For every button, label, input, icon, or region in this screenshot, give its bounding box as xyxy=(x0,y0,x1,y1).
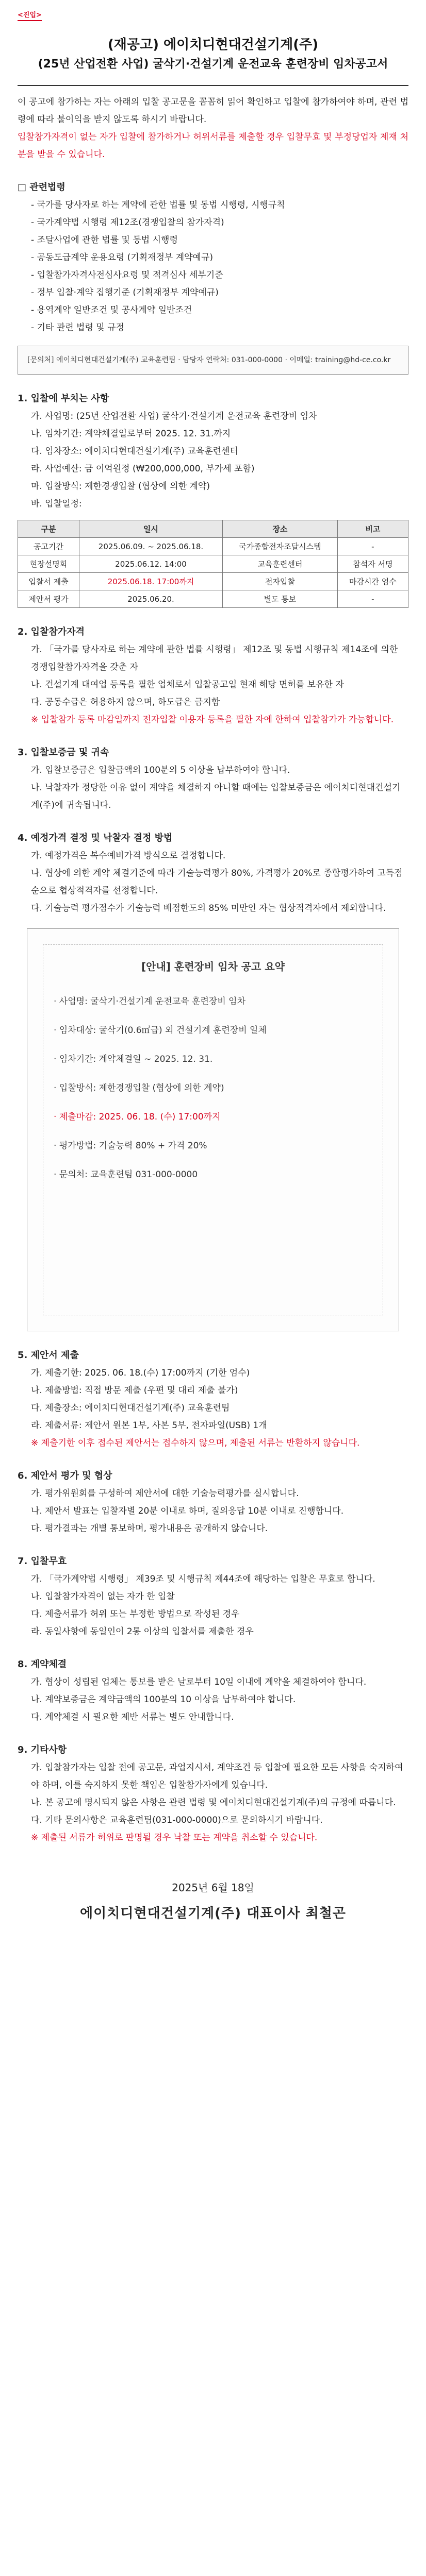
poster-title: [안내] 훈련장비 임차 공고 요약 xyxy=(141,960,285,973)
s7-item: 다. 제출서류가 허위 또는 부정한 방법으로 작성된 경우 xyxy=(31,1609,240,1619)
s5-item: 라. 제출서류: 제안서 원본 1부, 사본 5부, 전자파일(USB) 1개 xyxy=(31,1420,267,1431)
table-cell: 2025.06.18. 17:00까지 xyxy=(79,573,222,590)
table-row xyxy=(18,555,408,573)
poster-line: · 입찰방식: 제한경쟁입찰 (협상에 의한 계약) xyxy=(54,1083,224,1093)
s2-item: 나. 건설기계 대여업 등록을 필한 업체로서 입찰공고일 현재 해당 면허를 보유한 자 xyxy=(31,680,344,690)
footer xyxy=(18,1877,408,1929)
s2-warning: ※ 입찰참가 등록 마감일까지 전자입찰 이용자 등록을 필한 자에 한하여 입찰참가가 가능합니다. xyxy=(31,715,394,725)
law-item: - 입찰참가자격사전심사요령 및 적격심사 세부기준 xyxy=(31,270,223,280)
table-header: 구분 xyxy=(18,520,79,538)
poster-line: · 임차기간: 계약체결일 ~ 2025. 12. 31. xyxy=(54,1054,213,1064)
s1-item: 마. 입찰방식: 제한경쟁입찰 (협상에 의한 계약) xyxy=(31,481,210,492)
poster-line: · 제출마감: 2025. 06. 18. (수) 17:00까지 xyxy=(54,1112,221,1122)
table-cell: 마감시간 엄수 xyxy=(337,573,408,590)
s1-item: 가. 사업명: (25년 산업전환 사업) 굴삭기·건설기계 운전교육 훈련장비 임차 xyxy=(31,411,317,421)
s5-warning: ※ 제출기한 이후 접수된 제안서는 접수하지 않으며, 제출된 서류는 반환하지 않습니다. xyxy=(31,1438,360,1448)
s3-item: 나. 낙찰자가 정당한 이유 없이 계약을 체결하지 아니할 때에는 입찰보증금은 에이치디현대건설기계(주)에 귀속됩니다. xyxy=(31,783,401,810)
law-item: - 정부 입찰·계약 집행기준 (기획재정부 계약예규) xyxy=(31,287,219,298)
table-cell: - xyxy=(337,590,408,608)
poster-content xyxy=(43,944,383,1315)
s9-warning: ※ 제출된 서류가 허위로 판명될 경우 낙찰 또는 계약을 취소할 수 있습니다. xyxy=(31,1833,318,1843)
s8-item: 나. 계약보증금은 계약금액의 100분의 10 이상을 납부하여야 합니다. xyxy=(31,1694,296,1705)
poster-line: · 문의처: 교육훈련팀 031-000-0000 xyxy=(54,1170,198,1180)
s8-item: 가. 협상이 성립된 업체는 통보를 받은 날로부터 10일 이내에 계약을 체결하여야 합니다. xyxy=(31,1677,367,1687)
notice-tag: <진입> xyxy=(18,9,408,21)
s6-item: 다. 평가결과는 개별 통보하며, 평가내용은 공개하지 않습니다. xyxy=(31,1523,268,1534)
table-cell: - xyxy=(337,538,408,555)
section-6-heading: 6. 제안서 평가 및 협상 xyxy=(18,1470,112,1481)
s4-item: 나. 협상에 의한 계약 체결기준에 따라 기술능력평가 80%, 가격평가 20%로 종합평가하여 고득점 순으로 협상적격자를 선정합니다. xyxy=(31,868,403,896)
table-row xyxy=(18,590,408,608)
law-item: - 국가계약법 시행령 제12조(경쟁입찰의 참가자격) xyxy=(31,217,224,228)
section-9-heading: 9. 기타사항 xyxy=(18,1744,67,1755)
s7-item: 라. 동일사항에 동일인이 2통 이상의 입찰서를 제출한 경우 xyxy=(31,1626,254,1637)
s9-item: 다. 기타 문의사항은 교육훈련팀(031-000-0000)으로 문의하시기 바랍니다. xyxy=(31,1815,323,1825)
table-cell: 별도 통보 xyxy=(223,590,338,608)
table-cell: 교육훈련센터 xyxy=(223,555,338,573)
table-row xyxy=(18,538,408,555)
schedule-table xyxy=(18,520,408,608)
s1-item: 바. 입찰일정: xyxy=(31,499,82,509)
intro-warning: 입찰참가자격이 없는 자가 입찰에 참가하거나 허위서류를 제출할 경우 입찰무효 및 부정당업자 제재 처분을 받을 수 있습니다. xyxy=(18,132,408,160)
laws-list xyxy=(18,196,408,336)
s4-item: 다. 기술능력 평가점수가 기술능력 배점한도의 85% 미만인 자는 협상적격자에서 제외합니다. xyxy=(31,903,386,913)
intro-text: 이 공고에 참가하는 자는 아래의 입찰 공고문을 꼼꼼히 읽어 확인하고 입찰에 참가하여야 하며, 관련 법령에 따라 불이익을 받지 않도록 하시기 바랍니다. xyxy=(18,97,408,125)
section-4-heading: 4. 예정가격 결정 및 낙찰자 결정 방법 xyxy=(18,833,173,843)
s7-item: 가. 「국가계약법 시행령」 제39조 및 시행규칙 제44조에 해당하는 입찰은 무효로 합니다. xyxy=(31,1574,375,1584)
s6-item: 가. 평가위원회를 구성하여 제안서에 대한 기술능력평가를 실시합니다. xyxy=(31,1488,299,1499)
table-cell: 입찰서 제출 xyxy=(18,573,79,590)
s3-item: 가. 입찰보증금은 입찰금액의 100분의 5 이상을 납부하여야 합니다. xyxy=(31,765,290,775)
title-block xyxy=(18,35,408,74)
table-cell: 현장설명회 xyxy=(18,555,79,573)
s1-item: 라. 사업예산: 금 이억원정 (₩200,000,000, 부가세 포함) xyxy=(31,464,255,474)
laws-heading: □ 관련법령 xyxy=(18,182,65,193)
table-cell: 2025.06.12. 14:00 xyxy=(79,555,222,573)
contact-box: [문의처] 에이치디현대건설기계(주) 교육훈련팀 · 담당자 연락처: 031-000-0000 · 이메일: training@hd-ce.co.kr xyxy=(18,346,408,375)
section-1-heading: 1. 입찰에 부치는 사항 xyxy=(18,393,109,404)
section-3-heading: 3. 입찰보증금 및 귀속 xyxy=(18,747,109,758)
table-cell: 제안서 평가 xyxy=(18,590,79,608)
table-cell: 전자입찰 xyxy=(223,573,338,590)
s9-item: 가. 입찰참가자는 입찰 전에 공고문, 과업지시서, 계약조건 등 입찰에 필요한 모든 사항을 숙지하여야 하며, 이를 숙지하지 못한 책임은 입찰참가자에게 있습니다. xyxy=(31,1762,403,1790)
s1-item: 다. 임차장소: 에이치디현대건설기계(주) 교육훈련센터 xyxy=(31,446,238,456)
table-cell: 참석자 서명 xyxy=(337,555,408,573)
table-row xyxy=(18,573,408,590)
table-header: 일시 xyxy=(79,520,222,538)
s8-item: 다. 계약체결 시 필요한 제반 서류는 별도 안내합니다. xyxy=(31,1712,234,1722)
law-item: - 기타 관련 법령 및 규정 xyxy=(31,323,124,333)
table-header: 비고 xyxy=(337,520,408,538)
law-item: - 공동도급계약 운용요령 (기획재정부 계약예규) xyxy=(31,252,214,263)
divider xyxy=(18,85,408,86)
s2-item: 다. 공동수급은 허용하지 않으며, 하도급은 금지함 xyxy=(31,697,220,707)
table-cell: 2025.06.09. ~ 2025.06.18. xyxy=(79,538,222,555)
s5-item: 가. 제출기한: 2025. 06. 18.(수) 17:00까지 (기한 엄수) xyxy=(31,1368,250,1378)
law-item: - 국가를 당사자로 하는 계약에 관한 법률 및 동법 시행령, 시행규칙 xyxy=(31,200,285,210)
section-5-heading: 5. 제안서 제출 xyxy=(18,1350,79,1361)
title-line-2: (25년 산업전환 사업) 굴삭기·건설기계 운전교육 훈련장비 임차공고서 xyxy=(38,58,388,71)
s4-item: 가. 예정가격은 복수예비가격 방식으로 결정합니다. xyxy=(31,851,226,861)
poster-line: · 임차대상: 굴삭기(0.6㎥급) 외 건설기계 훈련장비 일체 xyxy=(54,1025,267,1036)
summary-poster xyxy=(27,928,399,1331)
s9-item: 나. 본 공고에 명시되지 않은 사항은 관련 법령 및 에이치디현대건설기계(주)의 규정에 따릅니다. xyxy=(31,1798,396,1808)
footer-org: 에이치디현대건설기계(주) 대표이사 최철곤 xyxy=(80,1906,346,1921)
s1-item: 나. 임차기간: 계약체결일로부터 2025. 12. 31.까지 xyxy=(31,429,231,439)
section-2-heading: 2. 입찰참가자격 xyxy=(18,626,85,637)
law-item: - 용역계약 일반조건 및 공사계약 일반조건 xyxy=(31,305,192,315)
table-cell: 공고기간 xyxy=(18,538,79,555)
law-item: - 조달사업에 관한 법률 및 동법 시행령 xyxy=(31,235,178,245)
table-cell: 국가종합전자조달시스템 xyxy=(223,538,338,555)
s6-item: 나. 제안서 발표는 입찰자별 20분 이내로 하며, 질의응답 10분 이내로 진행합니다. xyxy=(31,1506,344,1516)
table-header: 장소 xyxy=(223,520,338,538)
s7-item: 나. 입찰참가자격이 없는 자가 한 입찰 xyxy=(31,1591,175,1602)
s2-item: 가. 「국가를 당사자로 하는 계약에 관한 법률 시행령」 제12조 및 동법 시행규칙 제14조에 의한 경쟁입찰참가자격을 갖춘 자 xyxy=(31,645,398,672)
poster-line: · 평가방법: 기술능력 80% + 가격 20% xyxy=(54,1141,207,1151)
s5-item: 다. 제출장소: 에이치디현대건설기계(주) 교육훈련팀 xyxy=(31,1403,230,1413)
footer-date: 2025년 6월 18일 xyxy=(172,1882,254,1894)
section-8-heading: 8. 계약체결 xyxy=(18,1659,67,1670)
table-cell: 2025.06.20. xyxy=(79,590,222,608)
section-7-heading: 7. 입찰무효 xyxy=(18,1556,67,1567)
poster-line: · 사업명: 굴삭기·건설기계 운전교육 훈련장비 임차 xyxy=(54,996,245,1007)
title-line-1: (재공고) 에이치디현대건설기계(주) xyxy=(107,37,319,53)
s5-item: 나. 제출방법: 직접 방문 제출 (우편 및 대리 제출 불가) xyxy=(31,1385,238,1396)
